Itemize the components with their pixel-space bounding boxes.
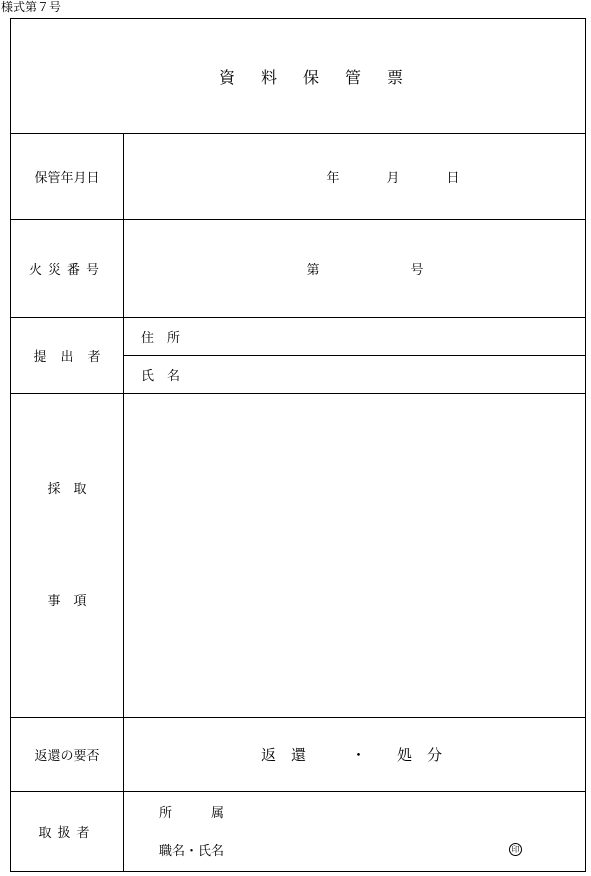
dispose-option: 処 分 — [397, 745, 443, 764]
year-unit: 年 — [326, 170, 340, 186]
submitter-label: 提出者 — [33, 349, 115, 365]
seal-mark-icon: 印 — [509, 843, 522, 856]
collection-label-2: 事 項 — [47, 593, 87, 609]
handler-label: 取扱者 — [38, 825, 96, 841]
collection-label-1: 採 取 — [47, 481, 87, 497]
month-unit: 月 — [386, 170, 400, 186]
fire-number-suffix: 号 — [410, 262, 424, 278]
row-divider — [11, 393, 585, 394]
return-label: 返還の要否 — [34, 748, 100, 764]
fire-number-prefix: 第 — [306, 262, 320, 278]
column-divider — [123, 133, 124, 871]
name-label: 氏 名 — [141, 368, 181, 384]
return-option: 返 還 — [261, 745, 307, 764]
title-name-label: 職名・氏名 — [159, 843, 225, 859]
form-table — [10, 18, 586, 872]
day-unit: 日 — [446, 170, 460, 186]
fire-number-label: 火災番号 — [28, 262, 105, 278]
row-divider — [123, 355, 585, 356]
department-label: 所 属 — [159, 805, 225, 821]
storage-date-label: 保管年月日 — [34, 170, 100, 186]
form-number: 様式第７号 — [1, 0, 62, 14]
form-title: 資料保管票 — [218, 67, 429, 87]
option-separator: ・ — [351, 745, 367, 764]
address-label: 住 所 — [141, 330, 181, 346]
